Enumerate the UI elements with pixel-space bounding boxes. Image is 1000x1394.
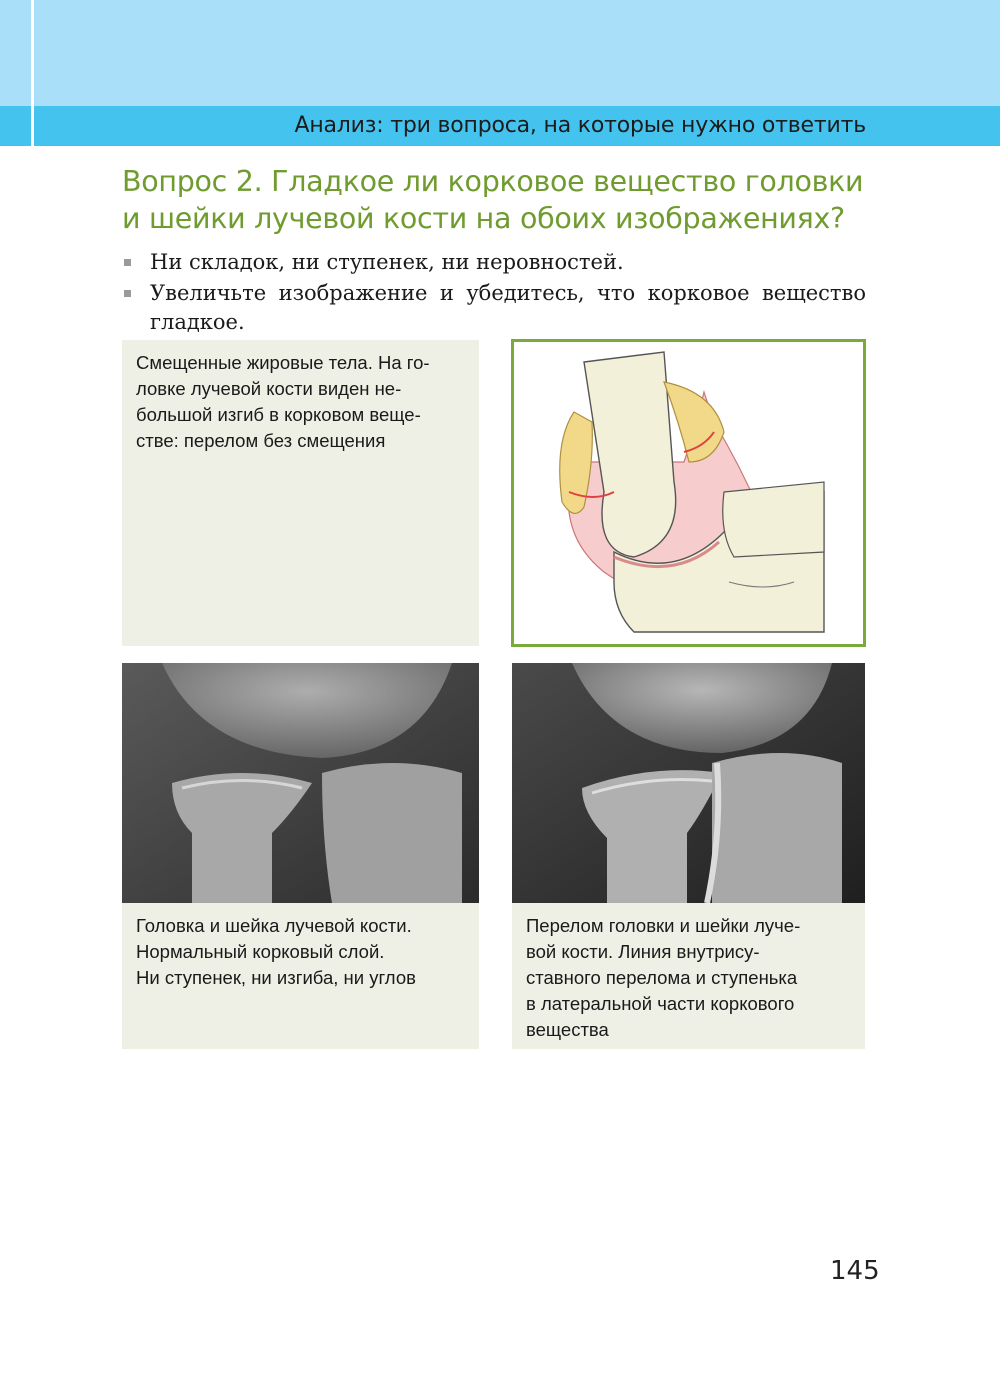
caption-line: Ни ступенек, ни изгиба, ни углов xyxy=(136,967,416,988)
question-title xyxy=(122,163,882,237)
elbow-illustration xyxy=(511,339,866,647)
section-title: Анализ: три вопроса, на которые нужно ответить xyxy=(294,113,866,138)
caption-line: стве: перелом без смещения xyxy=(136,430,386,451)
xray-normal xyxy=(122,663,479,903)
square-bullet-icon xyxy=(124,290,131,297)
bullet-item xyxy=(122,279,866,337)
bullet-text: Ни складок, ни ступенек, ни неровностей. xyxy=(150,250,624,274)
elbow-drawing-icon xyxy=(514,342,863,644)
xray-fracture xyxy=(512,663,865,903)
question-title-line-1: Вопрос 2. Гладкое ли корковое вещество головки xyxy=(122,165,864,198)
caption-line: вой кости. Линия внутрису- xyxy=(526,941,760,962)
caption-line: вещества xyxy=(526,1019,609,1040)
square-bullet-icon xyxy=(124,259,131,266)
xray-normal-image-icon xyxy=(122,663,479,903)
caption-line: ловке лучевой кости виден не- xyxy=(136,378,402,399)
caption-line: Головка и шейка лучевой кости. xyxy=(136,915,412,936)
header-divider xyxy=(31,0,34,146)
caption-line: большой изгиб в корковом веще- xyxy=(136,404,421,425)
normal-caption xyxy=(122,903,479,1049)
bullet-text: Увеличьте изображение и убедитесь, что корковое вещество гладкое. xyxy=(150,281,866,334)
question-title-line-2: и шейки лучевой кости на обоих изображениях? xyxy=(122,202,845,235)
diagram-caption xyxy=(122,340,479,646)
xray-fracture-image-icon xyxy=(512,663,865,903)
caption-line: в латеральной части коркового xyxy=(526,993,795,1014)
bullet-item xyxy=(122,248,866,277)
caption-line: Перелом головки и шейки луче- xyxy=(526,915,801,936)
caption-line: ставного перелома и ступенька xyxy=(526,967,798,988)
caption-line: Смещенные жировые тела. На го- xyxy=(136,352,430,373)
bullet-list xyxy=(122,248,866,339)
header-band xyxy=(0,0,1000,106)
fracture-caption xyxy=(512,903,865,1049)
caption-line: Нормальный корковый слой. xyxy=(136,941,385,962)
page-number: 145 xyxy=(830,1256,880,1286)
